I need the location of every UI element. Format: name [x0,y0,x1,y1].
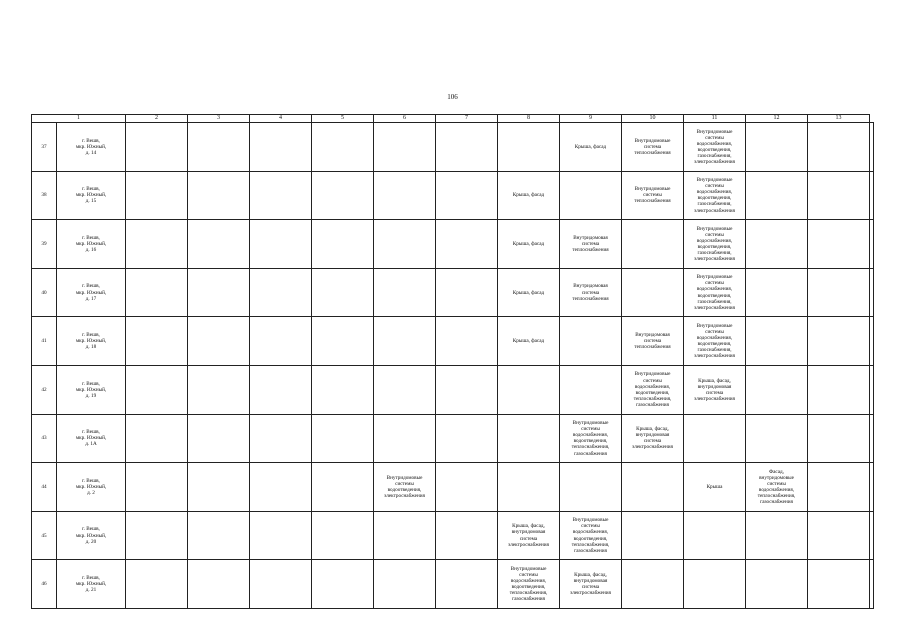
work-cell: Крыша, фасад, внутридомовая система электроснабжения [560,560,622,609]
column-header: 10 [622,115,684,123]
row-number: 37 [32,123,57,172]
work-cell [622,560,684,609]
work-cell [436,268,498,317]
column-header: 2 [126,115,188,123]
work-cell [870,414,874,463]
work-cell [746,317,808,366]
table-row [32,560,874,609]
work-cell [312,511,374,560]
work-cell: Внутридомовые системы водоснабжения, водоотведения, газоснабжения, электроснабжения [684,317,746,366]
work-cell: Крыша, фасад, внутридомовая система электроснабжения [498,511,560,560]
work-cell [250,268,312,317]
work-cell [126,123,188,172]
work-cell [126,317,188,366]
work-cell [374,365,436,414]
work-cell [374,317,436,366]
work-cell [436,511,498,560]
work-cell [746,365,808,414]
work-cell [374,220,436,269]
work-cell: Внутридомовая система теплоснабжения [560,220,622,269]
work-cell [870,317,874,366]
address-cell: г. Вешв, мкр. Южный, д. 21 [57,560,126,609]
work-cell [250,220,312,269]
work-cell [870,171,874,220]
work-cell [250,171,312,220]
address-cell: г. Вешв, мкр. Южный, д. 18 [57,317,126,366]
work-cell: Внутридомовые системы водоснабжения, водоотведения, теплоснабжения, газоснабжения [560,414,622,463]
work-cell [498,365,560,414]
work-cell [746,414,808,463]
work-cell [870,220,874,269]
work-cell [126,268,188,317]
work-cell [498,414,560,463]
work-cell [374,268,436,317]
address-cell: г. Вешв, мкр. Южный, д. 16 [57,220,126,269]
work-cell [808,560,870,609]
work-cell: Крыша, фасад [498,171,560,220]
work-cell [250,511,312,560]
work-cell [312,365,374,414]
work-cell [126,171,188,220]
work-cell [374,560,436,609]
work-cell [312,414,374,463]
work-cell [188,414,250,463]
work-cell [374,414,436,463]
schedule-table [31,114,874,609]
header-row [32,115,874,123]
work-cell [126,463,188,512]
work-cell [808,414,870,463]
work-cell [312,463,374,512]
work-cell [188,268,250,317]
work-cell [312,268,374,317]
row-number: 39 [32,220,57,269]
work-cell [622,220,684,269]
work-cell [188,220,250,269]
table-row [32,414,874,463]
row-number: 38 [32,171,57,220]
work-cell [188,560,250,609]
address-cell: г. Вешв, мкр. Южный, д. 14 [57,123,126,172]
column-header: 7 [436,115,498,123]
work-cell [436,365,498,414]
work-cell: Крыша, фасад [498,268,560,317]
work-cell [126,365,188,414]
work-cell: Внутридомовые системы водоснабжения, водоотведения, газоснабжения, электроснабжения [684,220,746,269]
table-row [32,123,874,172]
page-number: 106 [447,93,458,101]
work-cell [684,560,746,609]
work-cell [622,511,684,560]
work-cell [436,414,498,463]
work-cell: Внутридомовая система теплоснабжения [622,317,684,366]
work-cell [436,171,498,220]
table-row [32,268,874,317]
work-cell [188,365,250,414]
work-cell [684,414,746,463]
work-cell [374,511,436,560]
work-cell: Внутридомовая система теплоснабжения [560,268,622,317]
address-cell: г. Вешв, мкр. Южный, д. 19 [57,365,126,414]
work-cell [746,560,808,609]
work-cell [808,171,870,220]
work-cell [622,268,684,317]
address-cell: г. Вешв, мкр. Южный, д. 17 [57,268,126,317]
row-number: 45 [32,511,57,560]
work-cell [374,171,436,220]
work-cell [498,463,560,512]
work-cell [188,463,250,512]
row-number: 42 [32,365,57,414]
work-cell [808,463,870,512]
work-cell [312,220,374,269]
work-cell [126,220,188,269]
column-header: 8 [498,115,560,123]
row-number: 46 [32,560,57,609]
work-cell [808,511,870,560]
column-header: 11 [684,115,746,123]
work-cell [188,123,250,172]
work-cell [126,560,188,609]
work-cell: Внутридомовые системы водоснабжения, водоотведения, газоснабжения, электроснабжения [684,171,746,220]
address-cell: г. Вешв, мкр. Южный, д. 1А [57,414,126,463]
work-cell [312,171,374,220]
work-cell [746,123,808,172]
work-cell [746,220,808,269]
work-cell [560,317,622,366]
work-cell: Крыша, фасад [560,123,622,172]
work-cell [126,414,188,463]
work-cell [746,511,808,560]
work-cell [560,365,622,414]
column-header: 4 [250,115,312,123]
work-cell [870,268,874,317]
table-row [32,220,874,269]
column-header: 9 [560,115,622,123]
work-cell [374,123,436,172]
table-row [32,171,874,220]
work-cell: Внутридомовые система теплоснабжения [622,123,684,172]
work-cell [250,317,312,366]
work-cell [188,171,250,220]
work-cell [312,560,374,609]
work-cell: Внутридомовые системы водоснабжения, водоотведения, газоснабжения, электроснабжения [684,268,746,317]
work-cell [870,365,874,414]
row-number: 43 [32,414,57,463]
work-cell [808,365,870,414]
column-header: 13 [808,115,870,123]
work-cell: Крыша, фасад [498,317,560,366]
work-cell [746,268,808,317]
work-cell [250,463,312,512]
work-cell: Крыша, фасад, внутридомовая система электроснабжения [684,365,746,414]
work-cell: Крыша, фасад, внутридомовая система электроснабжения [622,414,684,463]
work-cell [870,123,874,172]
work-cell [250,560,312,609]
work-cell: Внутридомовые системы водоснабжения, водоотведения, теплоснабжения, газоснабжения [622,365,684,414]
work-cell [250,414,312,463]
work-cell [250,365,312,414]
work-cell [870,511,874,560]
address-cell: г. Вешв, мкр. Южный, д. 15 [57,171,126,220]
work-cell [560,463,622,512]
work-cell: Крыша, фасад [498,220,560,269]
work-cell [808,220,870,269]
work-cell: Внутридомовые системы водоснабжения, водоотведения, газоснабжения, электроснабжения [684,123,746,172]
work-cell [436,463,498,512]
work-cell [622,463,684,512]
work-cell [312,123,374,172]
column-header: 5 [312,115,374,123]
work-cell: Внутридомовые системы водоснабжения, водоотведения, теплоснабжения, газоснабжения [560,511,622,560]
work-cell [870,560,874,609]
work-cell [560,171,622,220]
work-cell [436,317,498,366]
work-cell: Фасад, внутридомовые системы водоснабжения, теплоснабжения, газоснабжения [746,463,808,512]
work-cell [188,511,250,560]
row-number: 41 [32,317,57,366]
work-cell [250,123,312,172]
work-cell [436,220,498,269]
column-header: 6 [374,115,436,123]
work-cell [126,511,188,560]
work-cell [808,317,870,366]
work-cell: Внутридомовые системы теплоснабжения [622,171,684,220]
work-cell [684,511,746,560]
work-cell [436,123,498,172]
address-cell: г. Вешв, мкр. Южный, д. 2 [57,463,126,512]
work-cell [498,123,560,172]
table-row [32,463,874,512]
work-cell [808,123,870,172]
work-cell [436,560,498,609]
work-cell [746,171,808,220]
table-row [32,317,874,366]
table-row [32,365,874,414]
table-header [32,115,874,123]
work-cell: Внутридомовые системы водоснабжения, водоотведения, теплоснабжения, газоснабжения [498,560,560,609]
column-header: 1 [32,115,126,123]
work-cell: Крыша [684,463,746,512]
column-header: 12 [746,115,808,123]
table-row [32,511,874,560]
work-cell [188,317,250,366]
work-cell [312,317,374,366]
column-header: 3 [188,115,250,123]
work-cell [808,268,870,317]
row-number: 44 [32,463,57,512]
work-cell [870,463,874,512]
address-cell: г. Вешв, мкр. Южный, д. 20 [57,511,126,560]
work-cell: Внутридомовые системы водоотведения, электроснабжения [374,463,436,512]
table-body [32,123,874,609]
row-number: 40 [32,268,57,317]
